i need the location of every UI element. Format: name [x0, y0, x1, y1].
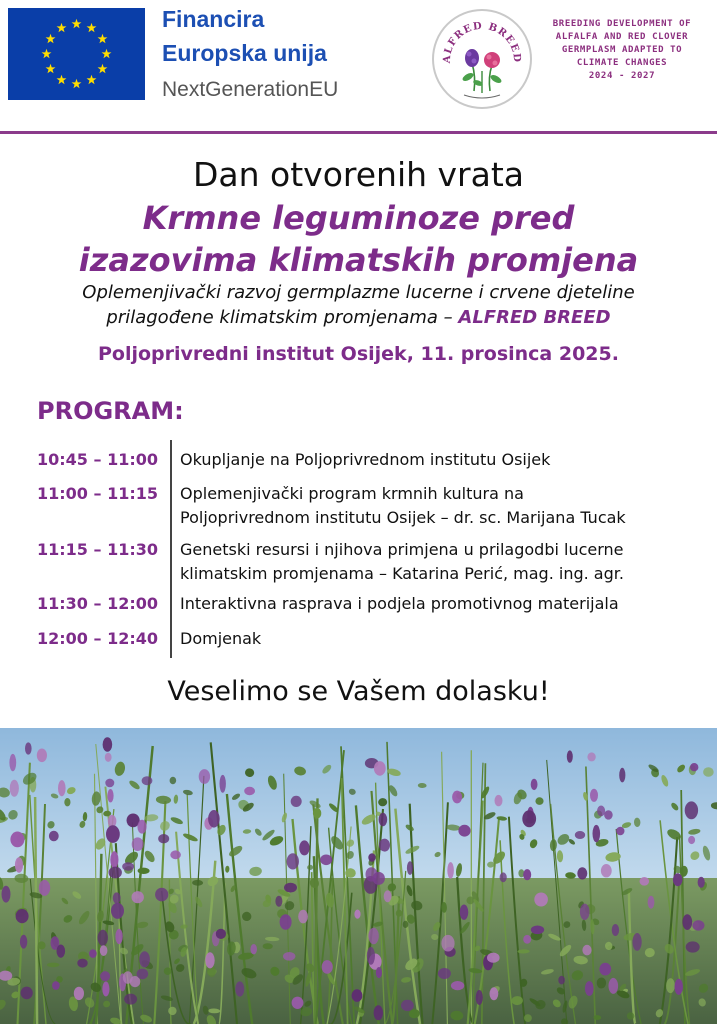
flower-cluster: [604, 810, 613, 819]
flower-cluster: [106, 825, 120, 843]
flower-cluster: [10, 832, 24, 848]
flower-cluster: [580, 904, 590, 920]
flower-cluster: [685, 801, 698, 819]
flower-cluster: [582, 945, 591, 956]
program-item-description: [180, 482, 700, 530]
subtitle-project-name: ALFRED BREED: [458, 307, 611, 328]
flower-cluster: [352, 989, 363, 1002]
flower-cluster: [58, 780, 66, 796]
flower-cluster: [500, 872, 507, 882]
tagline-line: GERMPLASM ADAPTED TO: [561, 45, 683, 55]
flower-cluster: [49, 831, 59, 842]
flower-cluster: [52, 981, 60, 990]
flower-cluster: [438, 968, 451, 979]
program-item-line: Interaktivna rasprava i podjela promotivnog materijala: [180, 594, 619, 613]
funding-line-3: NextGenerationEU: [162, 78, 339, 101]
flower-cluster: [368, 928, 378, 945]
flower-cluster: [205, 952, 214, 968]
tagline-line: ALFALFA AND RED CLOVER: [555, 32, 689, 42]
flower-cluster: [452, 791, 462, 804]
flower-cluster: [15, 857, 23, 872]
flower-cluster: [451, 981, 464, 990]
flower-cluster: [283, 952, 295, 961]
flower-cluster: [132, 891, 144, 903]
flower-cluster: [170, 850, 181, 859]
flower-cluster: [105, 779, 114, 788]
program-timeline-divider: [170, 440, 172, 658]
flower-cluster: [89, 949, 97, 958]
flower-cluster: [124, 994, 137, 1005]
flower-cluster: [2, 886, 11, 903]
flower-cluster: [585, 981, 594, 996]
eu-star-icon: [57, 23, 67, 32]
header-divider: [0, 131, 717, 134]
flower-cluster: [619, 768, 625, 783]
flower-cluster: [298, 910, 308, 924]
eu-star-icon: [72, 79, 82, 88]
eu-star-icon: [102, 49, 112, 58]
flower-cluster: [690, 763, 698, 771]
svg-text:ALFRED BREED: [442, 21, 523, 65]
flower-cluster: [142, 776, 153, 785]
eu-star-icon: [46, 34, 56, 43]
flower-cluster: [220, 775, 226, 793]
flower-cluster: [688, 836, 695, 844]
flower-cluster: [460, 905, 469, 920]
flower-cluster: [597, 806, 605, 817]
flower-cluster: [495, 795, 503, 806]
flower-cluster: [111, 903, 124, 919]
flower-cluster: [216, 929, 226, 939]
flower-cluster: [384, 890, 392, 902]
program-item-description: [180, 448, 700, 472]
flower-cluster: [441, 935, 454, 952]
flower-cluster: [155, 888, 168, 902]
flower-cluster: [9, 754, 16, 771]
flower-cluster: [122, 862, 134, 871]
eu-star-icon: [72, 19, 82, 28]
flower-cluster: [322, 960, 333, 974]
program-item-time: 12:00 – 12:40: [37, 629, 158, 648]
flower-cluster: [612, 924, 619, 936]
flower-cluster: [137, 969, 149, 980]
flower-cluster: [280, 914, 292, 929]
alfred-breed-logo: [432, 9, 532, 109]
program-item-time: 11:30 – 12:00: [37, 594, 158, 613]
flower-cluster: [103, 737, 113, 751]
eu-star-icon: [98, 34, 108, 43]
program-item-line: Genetski resursi i njihova primjena u prilagodbi lucerne: [180, 540, 624, 559]
flower-cluster: [74, 987, 84, 1000]
program-item-description: [180, 592, 700, 616]
flower-cluster: [292, 997, 304, 1009]
program-item-description: [180, 627, 700, 651]
flower-cluster: [577, 867, 587, 879]
flower-cluster: [235, 981, 244, 996]
flower-cluster: [244, 787, 255, 795]
flower-cluster: [587, 752, 595, 761]
flower-cluster: [354, 910, 360, 919]
flower-cluster: [367, 947, 375, 965]
tagline-line: BREEDING DEVELOPMENT OF: [552, 19, 692, 29]
flower-cluster: [531, 779, 538, 790]
program-item-line: Domjenak: [180, 629, 262, 648]
eu-star-icon: [87, 75, 97, 84]
flower-cluster: [447, 862, 454, 879]
flower-cluster: [523, 935, 531, 944]
event-kind: Dan otvorenih vrata: [193, 155, 524, 194]
flower-cluster: [113, 892, 121, 903]
flower-cluster: [640, 877, 650, 886]
flower-cluster: [599, 963, 611, 976]
tagline-years: 2024 - 2027: [588, 71, 656, 81]
flower-cluster: [686, 941, 700, 952]
flower-cluster: [102, 982, 109, 997]
flower-cluster: [275, 896, 282, 907]
funding-line-2: Europska unija: [162, 40, 327, 66]
flower-cluster: [366, 867, 378, 881]
flower-cluster: [374, 761, 386, 776]
flower-cluster: [291, 796, 302, 807]
flower-cluster: [379, 839, 390, 852]
eu-flag-icon: [8, 8, 145, 100]
flower-cluster: [132, 837, 144, 851]
event-title-line-1: Krmne leguminoze pred: [142, 199, 575, 237]
flower-cluster: [368, 853, 375, 862]
project-tagline: [532, 18, 712, 83]
flower-cluster: [616, 827, 624, 836]
plant-leaf: [47, 963, 60, 968]
flower-cluster: [10, 780, 19, 797]
eu-star-icon: [46, 64, 56, 73]
venue-date: Poljoprivredni institut Osijek, 11. prosinca 2025.: [98, 343, 619, 365]
flower-cluster: [407, 861, 413, 875]
subtitle-text: prilagođene klimatskim promjenama –: [106, 307, 453, 328]
closing-message: Veselimo se Vašem dolasku!: [167, 676, 550, 707]
header: [0, 0, 717, 132]
flower-cluster: [376, 967, 382, 978]
program-item-line: Poljoprivrednom institutu Osijek – dr. sc. Marijana Tucak: [180, 508, 626, 527]
flower-cluster: [633, 933, 642, 951]
flower-cluster: [522, 810, 536, 827]
flower-cluster: [476, 990, 483, 1005]
flower-cluster: [593, 825, 601, 842]
program-item-time: 11:15 – 11:30: [37, 540, 158, 559]
flower-cluster: [109, 867, 122, 879]
program-item-time: 10:45 – 11:00: [37, 450, 158, 469]
program-item-description: [180, 538, 700, 586]
flower-cluster: [320, 855, 332, 866]
flower-cluster: [401, 1000, 414, 1011]
flower-cluster: [105, 753, 112, 762]
flower-cluster: [575, 831, 585, 839]
flower-cluster: [16, 909, 29, 923]
logo-text: ALFRED BREED: [441, 20, 523, 64]
flower-cluster: [673, 873, 683, 886]
flower-cluster: [39, 880, 50, 896]
flower-cluster: [698, 877, 705, 888]
alfalfa-field-photo: [0, 728, 717, 1024]
flower-cluster: [37, 749, 47, 763]
flower-cluster: [675, 979, 683, 995]
program-item-line: Oplemenjivački program krmnih kultura na: [180, 484, 524, 503]
flower-cluster: [115, 929, 122, 944]
flower-cluster: [299, 840, 309, 855]
flower-cluster: [199, 769, 210, 784]
eu-star-icon: [57, 75, 67, 84]
program-item-line: Okupljanje na Poljoprivrednom institutu Osijek: [180, 450, 551, 469]
funding-line-1: Financira: [162, 6, 265, 32]
program-item-line: klimatskim promjenama – Katarina Perić, mag. ing. agr.: [180, 564, 624, 583]
flower-cluster: [158, 834, 169, 843]
flower-cluster: [21, 987, 33, 1000]
event-title-line-2: izazovima klimatskih promjena: [78, 241, 639, 279]
flower-cluster: [531, 926, 544, 935]
flower-cluster: [98, 930, 108, 946]
eu-star-icon: [87, 23, 97, 32]
flower-cluster: [77, 959, 87, 968]
flower-cluster: [379, 813, 388, 826]
flower-cluster: [458, 825, 470, 837]
plant-leaf: [703, 767, 714, 777]
tagline-line: CLIMATE CHANGES: [576, 58, 668, 68]
flower-cluster: [609, 978, 619, 994]
flower-cluster: [648, 896, 655, 909]
program-heading: PROGRAM:: [37, 397, 184, 425]
event-subtitle-line-2: [0, 306, 717, 330]
event-subtitle-line-1: Oplemenjivački razvoj germplazme lucerne i crvene djeteline: [82, 282, 635, 303]
flower-cluster: [139, 951, 150, 967]
flower-cluster: [534, 893, 548, 907]
program-item-time: 11:00 – 11:15: [37, 484, 158, 503]
flower-cluster: [57, 945, 66, 958]
flower-cluster: [284, 883, 297, 893]
flower-cluster: [137, 820, 146, 834]
flower-cluster: [25, 742, 32, 754]
eu-star-icon: [42, 49, 52, 58]
flower-cluster: [590, 789, 598, 802]
flower-cluster: [558, 976, 565, 985]
flower-cluster: [374, 1005, 383, 1020]
flower-cluster: [20, 935, 27, 949]
flower-cluster: [567, 750, 573, 762]
eu-star-icon: [98, 64, 108, 73]
flower-cluster: [123, 971, 133, 984]
flower-cluster: [107, 789, 113, 802]
flower-cluster: [287, 853, 299, 869]
flower-cluster: [110, 851, 118, 868]
flower-cluster: [100, 971, 110, 981]
flower-cluster: [601, 864, 612, 877]
flower-cluster: [682, 914, 692, 930]
flower-cluster: [490, 987, 499, 1000]
flower-cluster: [250, 944, 257, 954]
flower-cluster: [523, 869, 531, 880]
flower-cluster: [487, 953, 500, 963]
flower-cluster: [208, 810, 220, 828]
flower-cluster: [692, 920, 704, 930]
flower-cluster: [100, 945, 108, 956]
